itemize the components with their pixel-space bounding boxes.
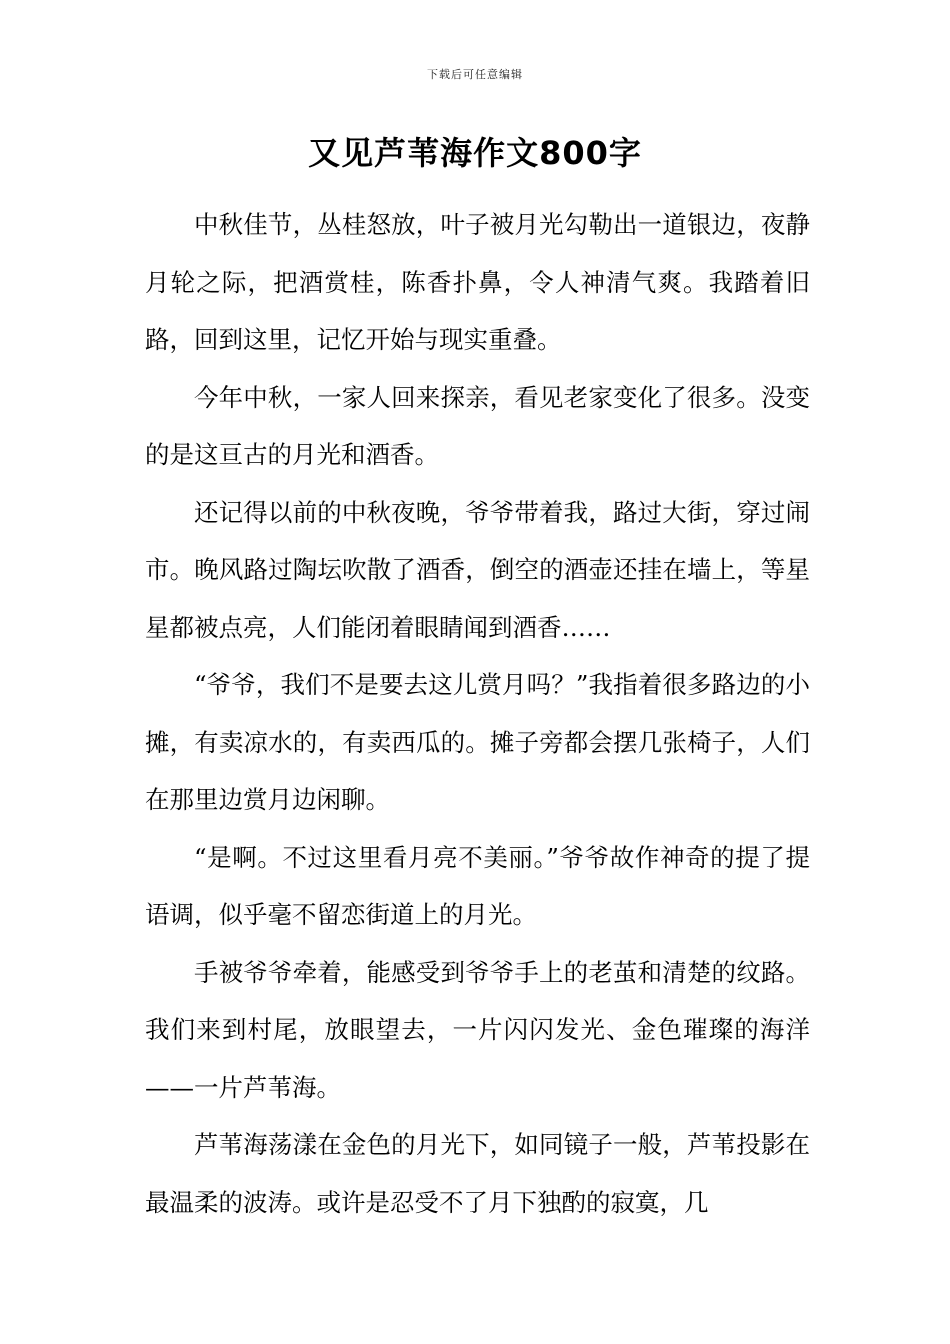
paragraph-5: “是啊。不过这里看月亮不美丽。”爷爷故作神奇的提了提语调，似乎毫不留恋街道上的月光。 <box>145 842 810 929</box>
paragraph-4: “爷爷，我们不是要去这儿赏月吗？”我指着很多路边的小摊，有卖凉水的，有卖西瓜的。摊子旁都会摆几张椅子，人们在那里边赏月边闲聊。 <box>145 670 810 814</box>
header-note: 下载后可任意编辑 <box>427 68 523 81</box>
paragraph-6: 手被爷爷牵着，能感受到爷爷手上的老茧和清楚的纹路。我们来到村尾，放眼望去，一片闪闪发光、金色璀璨的海洋——一片芦苇海。 <box>145 957 810 1102</box>
document-title: 又见芦苇海作文800字 <box>308 134 642 172</box>
paragraph-2: 今年中秋，一家人回来探亲，看见老家变化了很多。没变的是这亘古的月光和酒香。 <box>145 382 810 469</box>
paragraph-3: 还记得以前的中秋夜晚，爷爷带着我，路过大街，穿过闹市。晚风路过陶坛吹散了酒香，倒空的酒壶还挂在墙上，等星星都被点亮，人们能闭着眼睛闻到酒香…… <box>145 497 810 642</box>
essay-body <box>145 196 810 1231</box>
paragraph-7: 芦苇海荡漾在金色的月光下，如同镜子一般，芦苇投影在最温柔的波涛。或许是忍受不了月下独酌的寂寞，几 <box>145 1130 810 1217</box>
paragraph-1: 中秋佳节，丛桂怒放，叶子被月光勾勒出一道银边，夜静月轮之际，把酒赏桂，陈香扑鼻，令人神清气爽。我踏着旧路，回到这里，记忆开始与现实重叠。 <box>145 210 810 354</box>
